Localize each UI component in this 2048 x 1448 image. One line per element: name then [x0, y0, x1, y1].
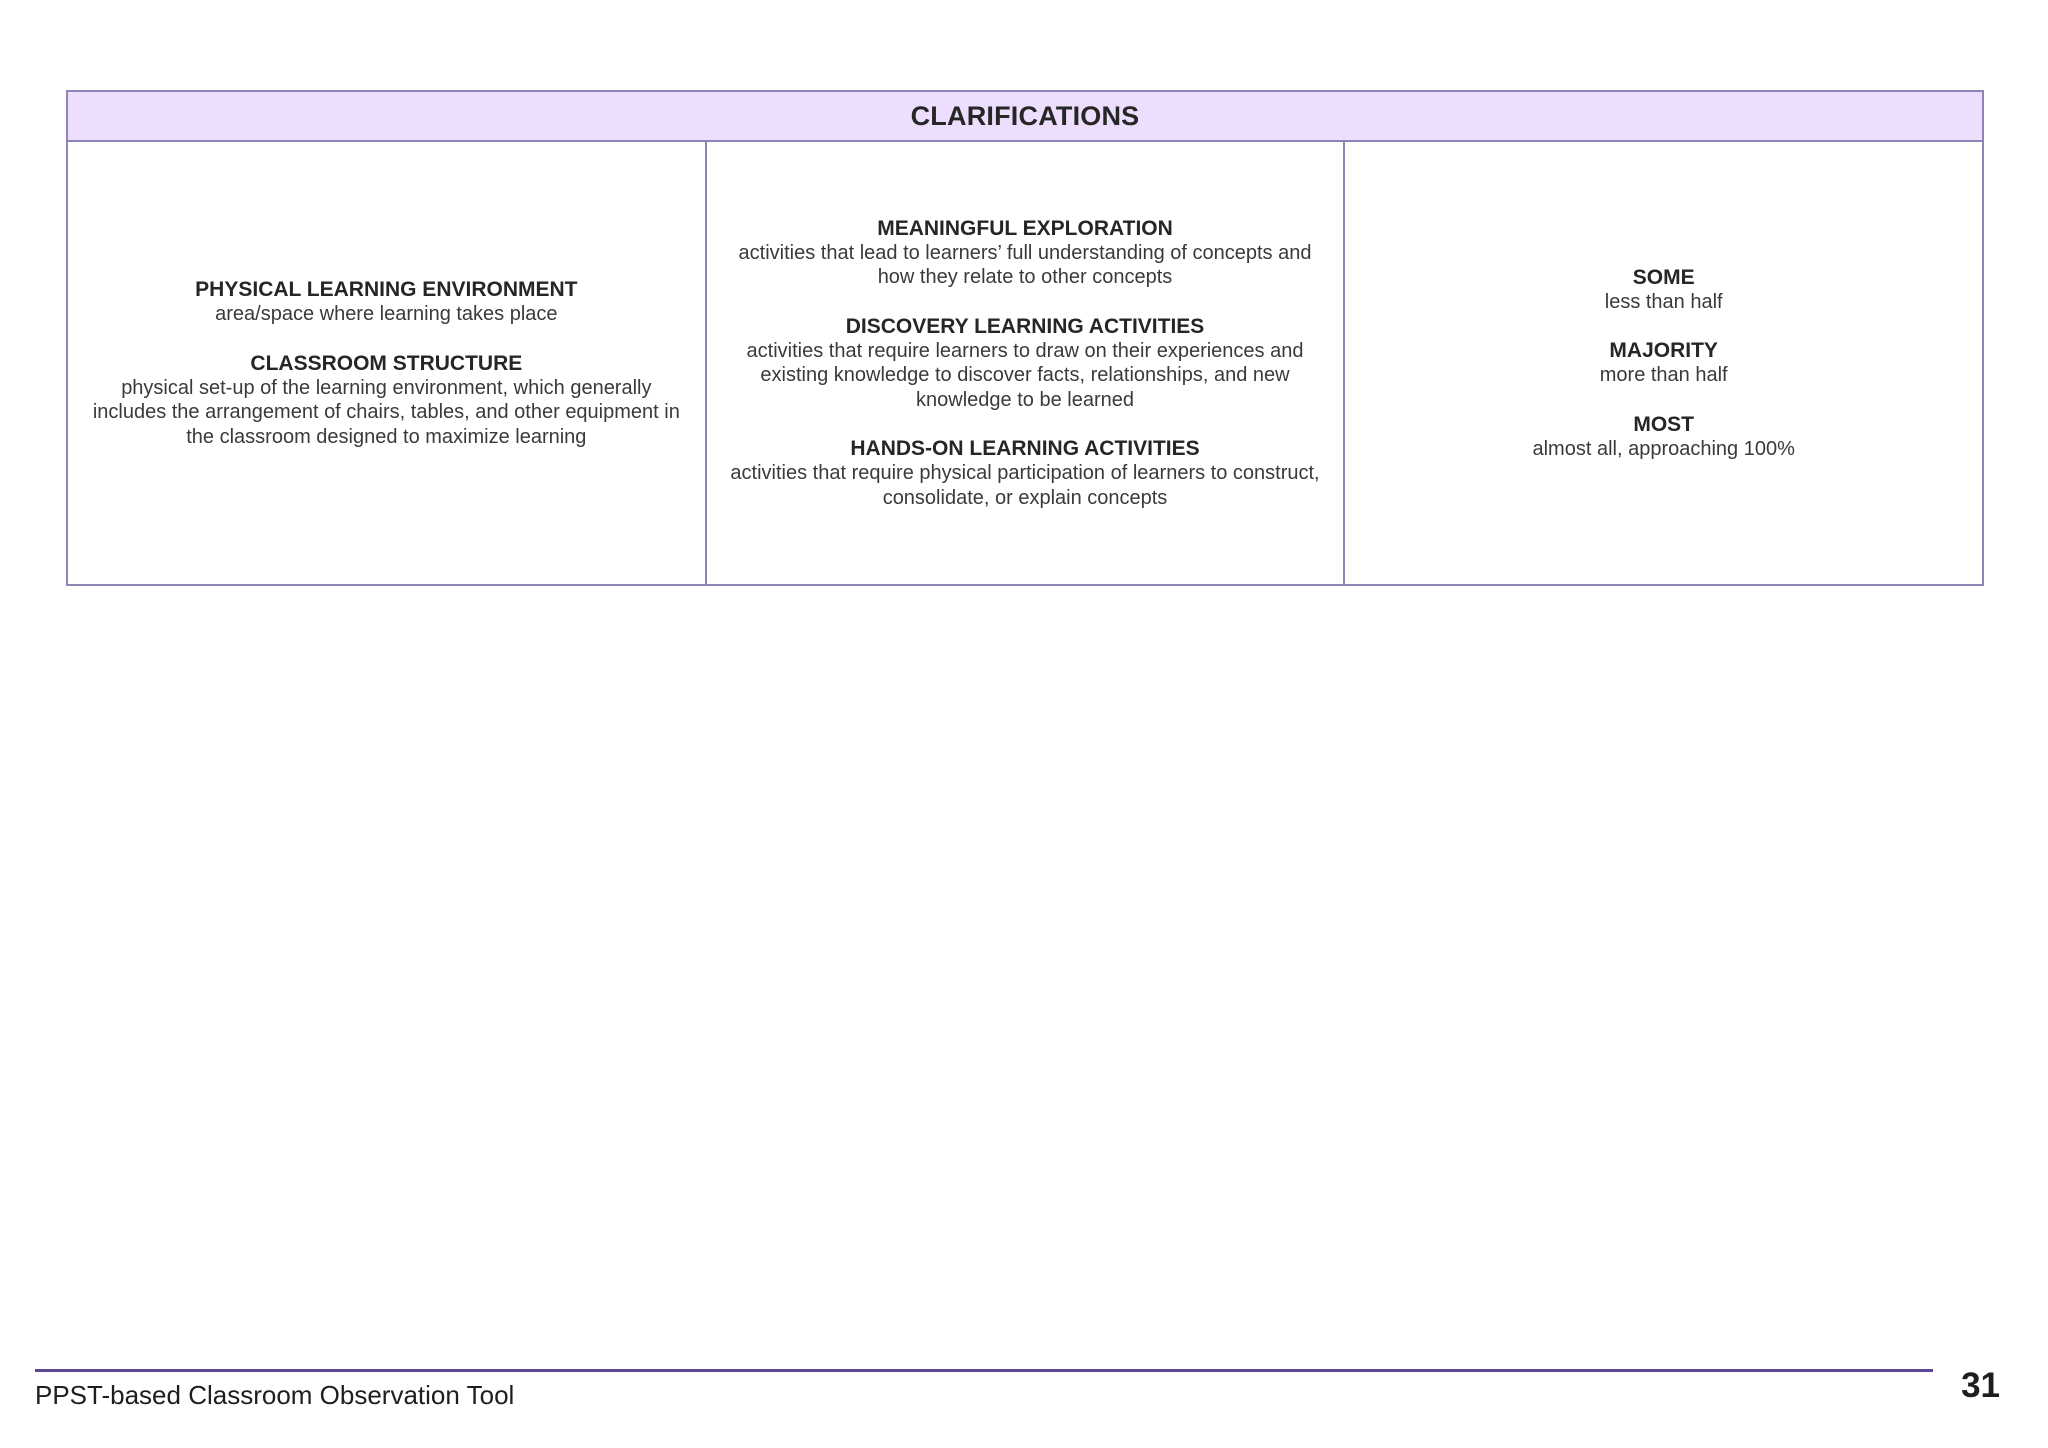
term-discovery-learning-activities [721, 314, 1330, 413]
term-hands-on-learning-activities [721, 436, 1330, 510]
term-definition: almost all, approaching 100% [1532, 437, 1795, 460]
term-definition: activities that require physical participation of learners to construct, consolidate, or explain concepts [730, 462, 1320, 509]
term-definition: more than half [1599, 364, 1728, 387]
page-number: 31 [1961, 1366, 2000, 1405]
term-definition: less than half [1604, 290, 1723, 313]
term-most [1532, 412, 1794, 462]
clarifications-table [66, 90, 1984, 586]
term-title: MEANINGFUL EXPLORATION [877, 216, 1173, 240]
clarifications-body [68, 142, 1982, 584]
clarifications-column-environment [68, 142, 705, 584]
term-some [1605, 265, 1723, 315]
term-majority [1600, 338, 1728, 388]
term-meaningful-exploration [721, 216, 1330, 290]
term-title: CLASSROOM STRUCTURE [250, 351, 523, 375]
footer-title: PPST-based Classroom Observation Tool [35, 1380, 515, 1410]
footer-divider [35, 1369, 1933, 1372]
term-definition: activities that require learners to draw on their experiences and existing knowledge to discover facts, relationships, and new knowledge to be learned [746, 339, 1304, 411]
term-classroom-structure [82, 351, 691, 450]
term-title: MOST [1633, 412, 1695, 436]
term-title: MAJORITY [1609, 339, 1718, 363]
term-title: DISCOVERY LEARNING ACTIVITIES [845, 314, 1205, 338]
term-title: SOME [1632, 265, 1695, 289]
term-physical-learning-environment [195, 277, 577, 327]
clarifications-column-quantifiers [1343, 142, 1982, 584]
clarifications-heading: CLARIFICATIONS [68, 92, 1982, 142]
term-title: HANDS-ON LEARNING ACTIVITIES [850, 437, 1200, 461]
clarifications-column-activities [705, 142, 1344, 584]
term-definition: activities that lead to learners’ full understanding of concepts and how they relate to other concepts [738, 241, 1312, 289]
term-definition: physical set-up of the learning environment, which generally includes the arrangement of chairs, tables, and other equipment in the classroom designed to maximize learning [92, 376, 680, 448]
term-definition: area/space where learning takes place [215, 303, 558, 325]
term-title: PHYSICAL LEARNING ENVIRONMENT [195, 278, 578, 301]
